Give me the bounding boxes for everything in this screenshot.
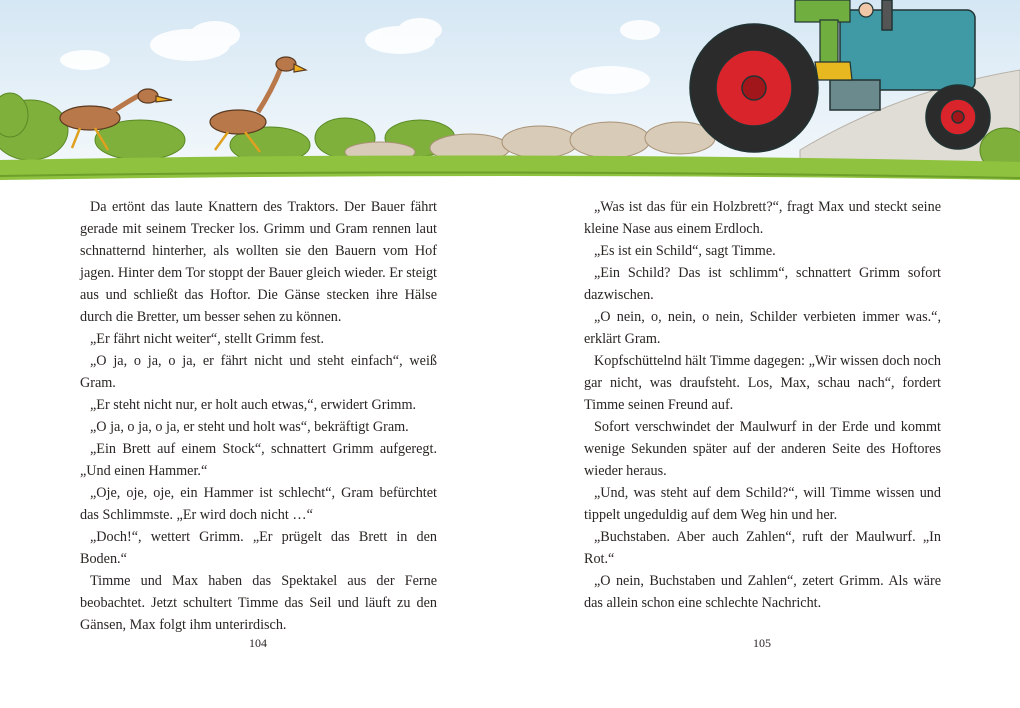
page-number-right: 105 xyxy=(753,636,771,650)
paragraph: „Es ist ein Schild“, sagt Timme. xyxy=(594,243,776,259)
paragraph: „Was ist das für ein Holzbrett?“, fragt Max und steckt seine kleine Nase aus einem Erdloch. xyxy=(584,199,941,237)
left-page-text xyxy=(80,196,437,636)
paragraph: Da ertönt das laute Knattern des Traktors. Der Bauer fährt gerade mit seinem Trecker los. Grimm und Gram rennen laut schnatternd hinterher, als wollten sie den Bauern vom Hof jagen. Hinter dem Tor stoppt der Bauer gleich wieder. Er steigt aus und schließt das Hoftor. Die Gänse stecken ihre Hälse durch die Bretter, um besser sehen zu können. xyxy=(80,199,437,325)
paragraph: Timme und Max haben das Spektakel aus der Ferne beobachtet. Jetzt schultert Timme das Seil und läuft zu den Gänsen, Max folgt ihm unterirdisch. xyxy=(80,573,437,633)
paragraph: „O nein, o, nein, o nein, Schilder verbieten immer was.“, erklärt Gram. xyxy=(584,309,941,347)
paragraph: „O ja, o ja, o ja, er fährt nicht und steht einfach“, weiß Gram. xyxy=(80,353,437,391)
right-page-text xyxy=(584,196,941,614)
page-number-left: 104 xyxy=(249,636,267,650)
paragraph: „Buchstaben. Aber auch Zahlen“, ruft der Maulwurf. „In Rot.“ xyxy=(584,529,941,567)
paragraph: „Oje, oje, oje, ein Hammer ist schlecht“, Gram befürchtet das Schlimmste. „Er wird doch nicht …“ xyxy=(80,485,437,523)
paragraph: „Ein Brett auf einem Stock“, schnattert Grimm aufgeregt. „Und einen Hammer.“ xyxy=(80,441,437,479)
paragraph: Sofort verschwindet der Maulwurf in der Erde und kommt wenige Sekunden später auf der anderen Seite des Hoftores wieder heraus. xyxy=(584,419,941,479)
paragraph: Kopfschüttelnd hält Timme dagegen: „Wir wissen doch noch gar nicht, was draufsteht. Los, Max, schau nach“, fordert Timme seinen Freund auf. xyxy=(584,353,941,413)
paragraph: „O ja, o ja, o ja, er steht und holt was“, bekräftigt Gram. xyxy=(90,419,409,435)
paragraph: „Doch!“, wettert Grimm. „Er prügelt das Brett in den Boden.“ xyxy=(80,529,437,567)
paragraph: „Er steht nicht nur, er holt auch etwas,“, erwidert Grimm. xyxy=(90,397,417,413)
header-illustration xyxy=(0,0,1020,185)
paragraph: „Er fährt nicht weiter“, stellt Grimm fest. xyxy=(90,331,325,347)
paragraph: „O nein, Buchstaben und Zahlen“, zetert Grimm. Als wäre das allein schon eine schlechte Nachricht. xyxy=(584,573,941,611)
paragraph: „Und, was steht auf dem Schild?“, will Timme wissen und tippelt ungeduldig auf dem Weg hin und her. xyxy=(584,485,941,523)
paragraph: „Ein Schild? Das ist schlimm“, schnattert Grimm sofort dazwischen. xyxy=(584,265,941,303)
